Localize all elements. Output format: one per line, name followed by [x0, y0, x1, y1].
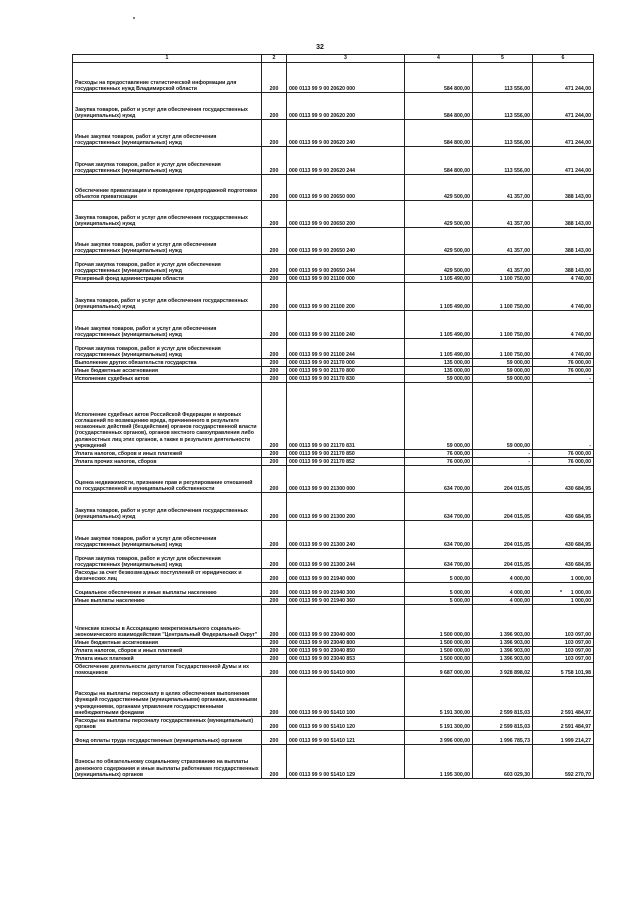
cell-v4: 135 000,00 [405, 367, 473, 375]
table-row [73, 655, 594, 663]
cell-name: Расходы на выплаты персоналу в целях обеспечения выполнения функций государственными (муниципальными) органами, казенными учреждениями, органами управления государственными внебюджетными фондами [73, 677, 262, 717]
cell-v4: 1 500 000,00 [405, 639, 473, 647]
table-row [73, 677, 594, 717]
column-header: 1 [73, 55, 262, 63]
table-row [73, 201, 594, 228]
cell-v5: 4 000,00 [473, 569, 533, 583]
cell-code: 200 [262, 275, 287, 283]
cell-name: Закупка товаров, работ и услуг для обеспечения государственных (муниципальных) нужд [73, 93, 262, 120]
cell-v6: - [533, 375, 594, 383]
table-row [73, 647, 594, 655]
table-row [73, 450, 594, 458]
cell-v5: 1 100 750,00 [473, 339, 533, 359]
cell-name: Закупка товаров, работ и услуг для обеспечения государственных (муниципальных) нужд [73, 283, 262, 311]
cell-kbk: 000 0113 99 9 00 21300 244 [287, 549, 405, 569]
cell-name: Прочая закупка товаров, работ и услуг для обеспечения государственных (муниципальных) нужд [73, 255, 262, 275]
cell-name: Исполнение судебных актов Российской Федерации и мировых соглашений по возмещению вреда, причиненного в результате незаконных действий (бездействия) органов государственной власти (государственных органов), органов местного самоуправления либо должностных лиц этих органов, а также в результате деятельности учреждений [73, 383, 262, 450]
cell-code: 200 [262, 677, 287, 717]
cell-name: Исполнение судебных актов [73, 375, 262, 383]
cell-v6: 592 270,70 [533, 745, 594, 779]
cell-kbk: 000 0113 99 9 00 23040 853 [287, 655, 405, 663]
cell-v5: 41 357,00 [473, 175, 533, 201]
column-header: 6 [533, 55, 594, 63]
cell-v5: 59 000,00 [473, 375, 533, 383]
cell-v5: 1 396 903,00 [473, 605, 533, 639]
cell-kbk: 000 0113 99 9 00 21300 240 [287, 521, 405, 549]
cell-kbk: 000 0113 99 9 00 21940 360 [287, 597, 405, 605]
cell-kbk: 000 0113 99 9 00 21300 000 [287, 466, 405, 493]
cell-code: 200 [262, 717, 287, 731]
cell-code: 200 [262, 201, 287, 228]
table-row [73, 359, 594, 367]
budget-table [72, 54, 594, 779]
cell-code: 200 [262, 493, 287, 521]
cell-v4: 5 000,00 [405, 569, 473, 583]
cell-code: 200 [262, 597, 287, 605]
cell-v4: 1 105 490,00 [405, 311, 473, 339]
cell-v4: 429 500,00 [405, 255, 473, 275]
cell-name: Расходы на предоставление статистической информации для государственных нужд Владимирской области [73, 63, 262, 93]
cell-v5: 113 556,00 [473, 93, 533, 120]
cell-v6: 1 000,00 [533, 583, 594, 597]
cell-code: 200 [262, 450, 287, 458]
cell-code: 200 [262, 647, 287, 655]
cell-name: Выполнение других обязательств государства [73, 359, 262, 367]
table-row [73, 605, 594, 639]
table-row [73, 458, 594, 466]
cell-v6: 4 740,00 [533, 311, 594, 339]
cell-code: 200 [262, 521, 287, 549]
cell-v6: 103 097,00 [533, 605, 594, 639]
cell-kbk: 000 0113 99 9 00 51410 000 [287, 663, 405, 677]
cell-v4: 1 105 490,00 [405, 275, 473, 283]
table-row [73, 120, 594, 147]
cell-name: Уплата прочих налогов, сборов [73, 458, 262, 466]
cell-kbk: 000 0113 99 9 00 23040 850 [287, 647, 405, 655]
cell-code: 200 [262, 359, 287, 367]
table-row [73, 275, 594, 283]
cell-kbk: 000 0113 99 9 00 21100 200 [287, 283, 405, 311]
cell-v5: 4 000,00 [473, 597, 533, 605]
cell-code: 200 [262, 583, 287, 597]
cell-kbk: 000 0113 99 9 00 21100 240 [287, 311, 405, 339]
cell-v6: 388 143,00 [533, 175, 594, 201]
table-row [73, 311, 594, 339]
cell-kbk: 000 0113 99 9 00 20620 240 [287, 120, 405, 147]
cell-name: Взносы по обязательному социальному страхованию на выплаты денежного содержания и иные выплаты работникам государственных (муниципальных) органов [73, 745, 262, 779]
cell-name: Закупка товаров, работ и услуг для обеспечения государственных (муниципальных) нужд [73, 201, 262, 228]
table-row [73, 569, 594, 583]
cell-v5: 59 000,00 [473, 359, 533, 367]
table-row [73, 383, 594, 450]
table-row [73, 228, 594, 255]
cell-kbk: 000 0113 99 9 00 21300 200 [287, 493, 405, 521]
cell-v6: 76 000,00 [533, 450, 594, 458]
cell-v5: 4 000,00 [473, 583, 533, 597]
cell-v6: 471 244,00 [533, 63, 594, 93]
cell-v5: 603 029,30 [473, 745, 533, 779]
cell-v6: 471 244,00 [533, 120, 594, 147]
cell-v6: 1 999 214,27 [533, 731, 594, 745]
cell-v4: 429 500,00 [405, 175, 473, 201]
cell-v5: 113 556,00 [473, 120, 533, 147]
cell-v5: 113 556,00 [473, 63, 533, 93]
cell-name: Резервный фонд администрации области [73, 275, 262, 283]
cell-kbk: 000 0113 99 9 00 20650 240 [287, 228, 405, 255]
table-header-row [73, 55, 594, 63]
cell-v5: - [473, 458, 533, 466]
cell-kbk: 000 0113 99 9 00 21170 852 [287, 458, 405, 466]
cell-code: 200 [262, 569, 287, 583]
cell-v6: 103 097,00 [533, 639, 594, 647]
cell-v6: 4 740,00 [533, 275, 594, 283]
cell-code: 200 [262, 731, 287, 745]
page-number: 32 [316, 44, 324, 51]
cell-code: 200 [262, 745, 287, 779]
cell-v4: 76 000,00 [405, 458, 473, 466]
cell-v4: 634 700,00 [405, 466, 473, 493]
cell-kbk: 000 0113 99 9 00 20650 200 [287, 201, 405, 228]
cell-v4: 1 105 490,00 [405, 283, 473, 311]
cell-name: Уплата налогов, сборов и иных платежей [73, 450, 262, 458]
cell-v4: 5 191 300,00 [405, 677, 473, 717]
cell-name: Уплата иных платежей [73, 655, 262, 663]
cell-name: Расходы за счет безвозмездных поступлений от юридических и физических лиц [73, 569, 262, 583]
cell-v6: 76 000,00 [533, 458, 594, 466]
cell-name: Иные выплаты населению [73, 597, 262, 605]
table-row [73, 63, 594, 93]
cell-v5: 59 000,00 [473, 383, 533, 450]
cell-v5: 1 100 750,00 [473, 283, 533, 311]
cell-v5: 3 928 898,02 [473, 663, 533, 677]
cell-v6: 103 097,00 [533, 647, 594, 655]
cell-v6: 2 591 484,97 [533, 677, 594, 717]
cell-v6: 430 684,95 [533, 493, 594, 521]
cell-kbk: 000 0113 99 9 00 20620 200 [287, 93, 405, 120]
cell-v4: 584 800,00 [405, 147, 473, 175]
table-row [73, 639, 594, 647]
cell-kbk: 000 0113 99 9 00 51410 121 [287, 731, 405, 745]
cell-code: 200 [262, 655, 287, 663]
cell-name: Уплата налогов, сборов и иных платежей [73, 647, 262, 655]
cell-v6: 471 244,00 [533, 93, 594, 120]
table-row [73, 583, 594, 597]
cell-kbk: 000 0113 99 9 00 20620 244 [287, 147, 405, 175]
table-row [73, 663, 594, 677]
cell-v6: 388 143,00 [533, 255, 594, 275]
cell-kbk: 000 0113 99 9 00 51410 100 [287, 677, 405, 717]
cell-kbk: 000 0113 99 9 00 21100 000 [287, 275, 405, 283]
cell-v6: 430 684,95 [533, 521, 594, 549]
cell-name: Оценка недвижимости, признание прав и регулирование отношений по государственной и муниципальной собственности [73, 466, 262, 493]
cell-name: Прочая закупка товаров, работ и услуг для обеспечения государственных (муниципальных) нужд [73, 549, 262, 569]
cell-v5: 1 996 785,73 [473, 731, 533, 745]
cell-v6: 1 000,00 [533, 569, 594, 583]
cell-name: Расходы на выплаты персоналу государственных (муниципальных) органов [73, 717, 262, 731]
cell-kbk: 000 0113 99 9 00 21170 831 [287, 383, 405, 450]
cell-code: 200 [262, 93, 287, 120]
cell-code: 200 [262, 367, 287, 375]
cell-v6: 2 591 484,97 [533, 717, 594, 731]
cell-kbk: 000 0113 99 9 00 21940 300 [287, 583, 405, 597]
cell-kbk: 000 0113 99 9 00 21170 800 [287, 367, 405, 375]
cell-code: 200 [262, 175, 287, 201]
cell-kbk: 000 0113 99 9 00 20650 000 [287, 175, 405, 201]
cell-v4: 584 800,00 [405, 63, 473, 93]
cell-v4: 634 700,00 [405, 493, 473, 521]
cell-v5: - [473, 450, 533, 458]
cell-v6: 1 000,00 [533, 597, 594, 605]
cell-v4: 1 500 000,00 [405, 647, 473, 655]
table-body [73, 63, 594, 779]
cell-v5: 2 599 815,03 [473, 677, 533, 717]
cell-v4: 584 800,00 [405, 120, 473, 147]
table-row [73, 175, 594, 201]
table-row [73, 339, 594, 359]
table-row [73, 597, 594, 605]
cell-code: 200 [262, 375, 287, 383]
cell-v4: 1 500 000,00 [405, 655, 473, 663]
cell-kbk: 000 0113 99 9 00 21940 000 [287, 569, 405, 583]
cell-name: Иные бюджетные ассигнования [73, 639, 262, 647]
cell-v6: 103 097,00 [533, 655, 594, 663]
cell-v4: 1 195 300,00 [405, 745, 473, 779]
cell-name: Иные закупки товаров, работ и услуг для обеспечения государственных (муниципальных) нужд [73, 521, 262, 549]
table-row [73, 549, 594, 569]
cell-code: 200 [262, 663, 287, 677]
cell-code: 200 [262, 549, 287, 569]
table-row [73, 745, 594, 779]
cell-v4: 634 700,00 [405, 521, 473, 549]
table-row [73, 147, 594, 175]
cell-v6: 5 758 101,98 [533, 663, 594, 677]
cell-kbk: 000 0113 99 9 00 21100 244 [287, 339, 405, 359]
cell-kbk: 000 0113 99 9 00 51410 120 [287, 717, 405, 731]
cell-code: 200 [262, 63, 287, 93]
cell-name: Прочая закупка товаров, работ и услуг для обеспечения государственных (муниципальных) нужд [73, 339, 262, 359]
cell-kbk: 000 0113 99 9 00 51410 129 [287, 745, 405, 779]
cell-name: Социальное обеспечение и иные выплаты населению [73, 583, 262, 597]
cell-v5: 1 396 903,00 [473, 639, 533, 647]
cell-v5: 204 015,05 [473, 521, 533, 549]
cell-code: 200 [262, 458, 287, 466]
table-row [73, 493, 594, 521]
cell-v5: 41 357,00 [473, 228, 533, 255]
cell-v4: 429 500,00 [405, 201, 473, 228]
cell-v6: 471 244,00 [533, 147, 594, 175]
table-row [73, 93, 594, 120]
cell-v4: 3 996 000,00 [405, 731, 473, 745]
cell-code: 200 [262, 147, 287, 175]
scan-speck [133, 17, 135, 19]
cell-code: 200 [262, 339, 287, 359]
column-header: 5 [473, 55, 533, 63]
cell-name: Иные закупки товаров, работ и услуг для обеспечения государственных (муниципальных) нужд [73, 228, 262, 255]
cell-name: Обеспечение приватизации и проведение предпродажной подготовки объектов приватизации [73, 175, 262, 201]
table-row [73, 521, 594, 549]
cell-v4: 5 000,00 [405, 597, 473, 605]
column-header: 4 [405, 55, 473, 63]
cell-v6: 4 740,00 [533, 339, 594, 359]
cell-kbk: 000 0113 99 9 00 21170 850 [287, 450, 405, 458]
cell-v6: 430 684,95 [533, 549, 594, 569]
cell-code: 200 [262, 283, 287, 311]
cell-name: Членские взносы в Ассоциацию межрегионального социально-экономического взаимодействия "Центральный Федеральный Округ" [73, 605, 262, 639]
cell-v5: 1 100 750,00 [473, 311, 533, 339]
table-row [73, 466, 594, 493]
cell-v4: 1 500 000,00 [405, 605, 473, 639]
cell-kbk: 000 0113 99 9 00 20620 000 [287, 63, 405, 93]
cell-v4: 5 000,00 [405, 583, 473, 597]
cell-kbk: 000 0113 99 9 00 23040 000 [287, 605, 405, 639]
table-row [73, 255, 594, 275]
cell-name: Иные бюджетные ассигнования [73, 367, 262, 375]
cell-v5: 1 100 750,00 [473, 275, 533, 283]
cell-code: 200 [262, 639, 287, 647]
cell-v5: 204 015,05 [473, 493, 533, 521]
table-row [73, 367, 594, 375]
cell-v4: 5 191 300,00 [405, 717, 473, 731]
cell-v5: 2 599 815,03 [473, 717, 533, 731]
cell-name: Фонд оплаты труда государственных (муниципальных) органов [73, 731, 262, 745]
cell-name: Прочая закупка товаров, работ и услуг для обеспечения государственных (муниципальных) нужд [73, 147, 262, 175]
cell-v6: - [533, 383, 594, 450]
cell-v5: 1 396 903,00 [473, 647, 533, 655]
cell-code: 200 [262, 605, 287, 639]
cell-name: Обеспечение деятельности депутатов Государственной Думы и их помощников [73, 663, 262, 677]
cell-code: 200 [262, 383, 287, 450]
table-row [73, 731, 594, 745]
cell-v6: 4 740,00 [533, 283, 594, 311]
table-row [73, 717, 594, 731]
cell-v4: 59 000,00 [405, 375, 473, 383]
cell-v6: 388 143,00 [533, 228, 594, 255]
cell-v5: 41 357,00 [473, 255, 533, 275]
column-header: 2 [262, 55, 287, 63]
cell-kbk: 000 0113 99 9 00 20650 244 [287, 255, 405, 275]
cell-v4: 429 500,00 [405, 228, 473, 255]
cell-kbk: 000 0113 99 9 00 21170 000 [287, 359, 405, 367]
cell-code: 200 [262, 466, 287, 493]
cell-v5: 59 000,00 [473, 367, 533, 375]
cell-code: 200 [262, 255, 287, 275]
cell-name: Иные закупки товаров, работ и услуг для обеспечения государственных (муниципальных) нужд [73, 120, 262, 147]
cell-v4: 584 800,00 [405, 93, 473, 120]
cell-v5: 113 556,00 [473, 147, 533, 175]
cell-v5: 41 357,00 [473, 201, 533, 228]
cell-v6: 430 684,95 [533, 466, 594, 493]
scan-speck [560, 590, 562, 592]
cell-code: 200 [262, 311, 287, 339]
cell-v6: 76 000,00 [533, 359, 594, 367]
cell-v6: 76 000,00 [533, 367, 594, 375]
cell-v6: 388 143,00 [533, 201, 594, 228]
cell-code: 200 [262, 120, 287, 147]
table-row [73, 283, 594, 311]
cell-v4: 135 000,00 [405, 359, 473, 367]
cell-v5: 204 015,05 [473, 466, 533, 493]
cell-kbk: 000 0113 99 9 00 23040 800 [287, 639, 405, 647]
column-header: 3 [287, 55, 405, 63]
cell-v5: 1 396 903,00 [473, 655, 533, 663]
cell-v4: 59 000,00 [405, 383, 473, 450]
cell-v4: 1 105 490,00 [405, 339, 473, 359]
cell-name: Иные закупки товаров, работ и услуг для обеспечения государственных (муниципальных) нужд [73, 311, 262, 339]
cell-code: 200 [262, 228, 287, 255]
cell-v5: 204 015,05 [473, 549, 533, 569]
cell-name: Закупка товаров, работ и услуг для обеспечения государственных (муниципальных) нужд [73, 493, 262, 521]
cell-v4: 9 687 000,00 [405, 663, 473, 677]
cell-v4: 76 000,00 [405, 450, 473, 458]
table-row [73, 375, 594, 383]
cell-v4: 634 700,00 [405, 549, 473, 569]
cell-kbk: 000 0113 99 9 00 21170 830 [287, 375, 405, 383]
